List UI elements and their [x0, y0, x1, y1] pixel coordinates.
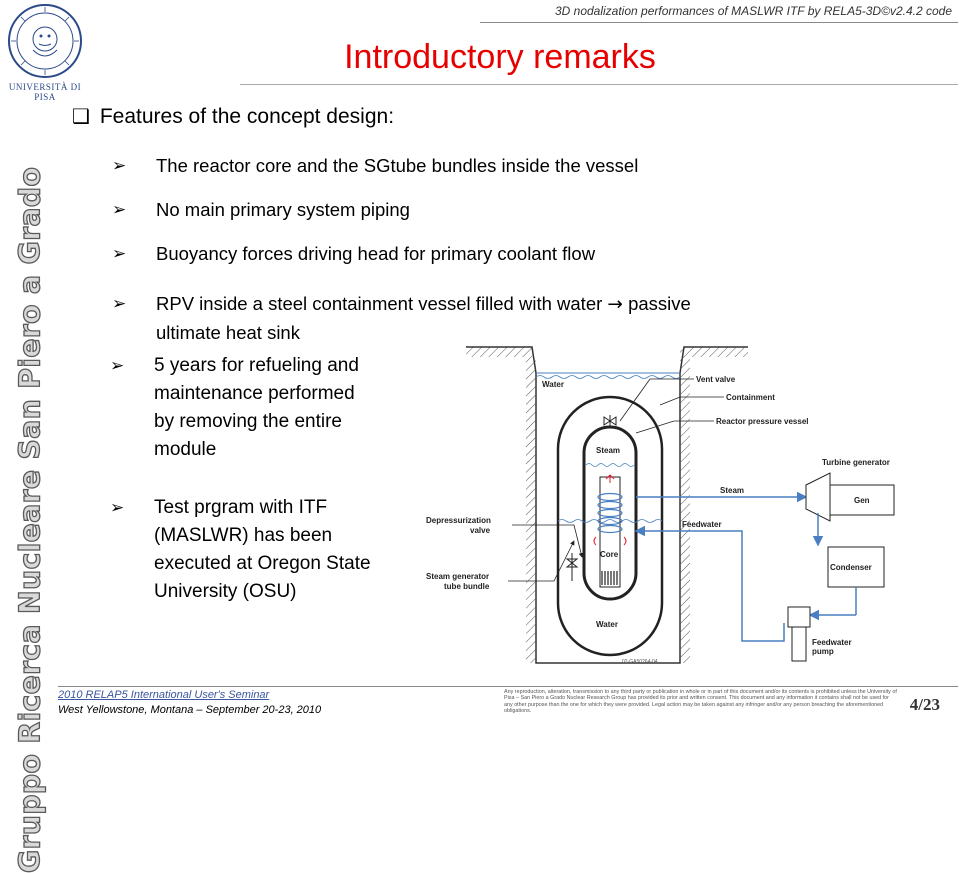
label-vent-valve: Vent valve — [696, 375, 736, 384]
label-gen: Gen — [854, 496, 870, 505]
slide-title: Introductory remarks — [344, 38, 656, 76]
arrow-bullet-icon: ➢ — [112, 156, 127, 176]
label-steam-line: Steam — [720, 486, 745, 495]
bullet-line: University (OSU) — [154, 581, 297, 602]
label-depressurization-valve: valve — [470, 526, 491, 535]
arrow-bullet-icon: ➢ — [112, 294, 127, 314]
label-sg-tube: Steam generator — [426, 572, 490, 581]
bullet-line: 5 years for refueling and — [154, 355, 359, 376]
label-condenser: Condenser — [830, 563, 872, 572]
side-band — [2, 100, 58, 873]
header-title: 3D nodalization performances of MASLWR ITF by RELA5-3D©v2.4.2 code — [554, 4, 952, 18]
bullet-text: RPV inside a steel containment vessel filled with water — [156, 293, 603, 314]
bullet-line: maintenance performed — [154, 383, 355, 404]
feedwater-pump-icon — [788, 607, 810, 627]
footer-seminar: 2010 RELAP5 International User's Seminar — [58, 689, 270, 701]
footer-legal-notice: Any reproduction, alteration, transmission to any third party or publication in whole or in part of this document and/or its contents is prohibited unless the University of Pisa – San Piero a Grado Nuclear Research Group has provided its prior and written consent. This document and any information it contains shall not be used for any other purpose than the one for which they were provided. Legal action may be taken against any infringer and/or any person breaching the aforementioned obligations. — [504, 689, 897, 715]
bullet-text-continued: passive — [628, 293, 691, 314]
arrow-bullet-icon: ➢ — [112, 244, 127, 264]
bullet-line: Test prgram with ITF — [154, 497, 328, 518]
bullet-refueling — [110, 352, 359, 464]
bullet-4 — [112, 290, 691, 347]
label-depressurization: Depressurization — [426, 516, 491, 525]
bullet-text: Buoyancy forces driving head for primary coolant flow — [156, 243, 596, 264]
sg-coil — [598, 494, 622, 533]
depressurization-valve-icon — [567, 553, 577, 581]
arrow-bullet-icon: ➢ — [110, 498, 125, 518]
bullet-line: (MASLWR) has been — [154, 525, 333, 546]
bullet-line: module — [154, 439, 217, 460]
university-name: UNIVERSITÀ DI PISA — [8, 82, 82, 102]
square-bullet-icon: ❑ — [72, 104, 90, 128]
label-turbine-generator: Turbine generator — [822, 458, 890, 467]
maslwr-schematic-diagram — [424, 345, 924, 667]
bullet-1 — [112, 154, 639, 178]
right-arrow-icon: → — [607, 294, 623, 315]
bullet-text: The reactor core and the SGtube bundles inside the vessel — [156, 155, 639, 176]
features-heading — [72, 104, 394, 129]
core-fuel — [602, 571, 617, 585]
label-core: Core — [600, 550, 619, 559]
bullet-2 — [112, 198, 410, 222]
label-feedwater-pump: Feedwater — [812, 638, 852, 647]
label-rpv: Reactor pressure vessel — [716, 417, 809, 426]
footer-place: West Yellowstone, Montana – September 20-23, 2010 — [58, 704, 322, 716]
bullet-line: by removing the entire — [154, 411, 342, 432]
label-feedwater: Feedwater — [682, 520, 722, 529]
arrow-bullet-icon: ➢ — [110, 356, 125, 376]
label-sg-tube-bundle: tube bundle — [444, 582, 490, 591]
label-water-top: Water — [542, 380, 564, 389]
label-feedwater-pump-2: pump — [812, 647, 834, 656]
page-number: 4/23 — [909, 695, 940, 714]
arrow-bullet-icon: ➢ — [112, 200, 127, 220]
bullet-3 — [112, 242, 596, 266]
label-figure-code: 02-GA50264-04 — [622, 659, 658, 665]
title-rule — [240, 84, 958, 85]
features-heading-text: Features of the concept design: — [99, 105, 395, 128]
label-water-bottom: Water — [596, 620, 618, 629]
vent-valve-icon — [604, 415, 616, 427]
bullet-text-line2: ultimate heat sink — [156, 322, 300, 343]
footer-rule — [58, 686, 958, 687]
bullet-line: executed at Oregon State — [154, 553, 371, 574]
bullet-text: No main primary system piping — [156, 199, 410, 220]
pool-ground — [466, 347, 748, 663]
label-containment: Containment — [726, 393, 775, 402]
label-steam-dome: Steam — [596, 446, 621, 455]
side-band-text: Gruppo Ricerca Nucleare San Piero a Grado — [13, 166, 47, 873]
bullet-test-program — [110, 494, 371, 606]
header-rule — [480, 22, 958, 23]
